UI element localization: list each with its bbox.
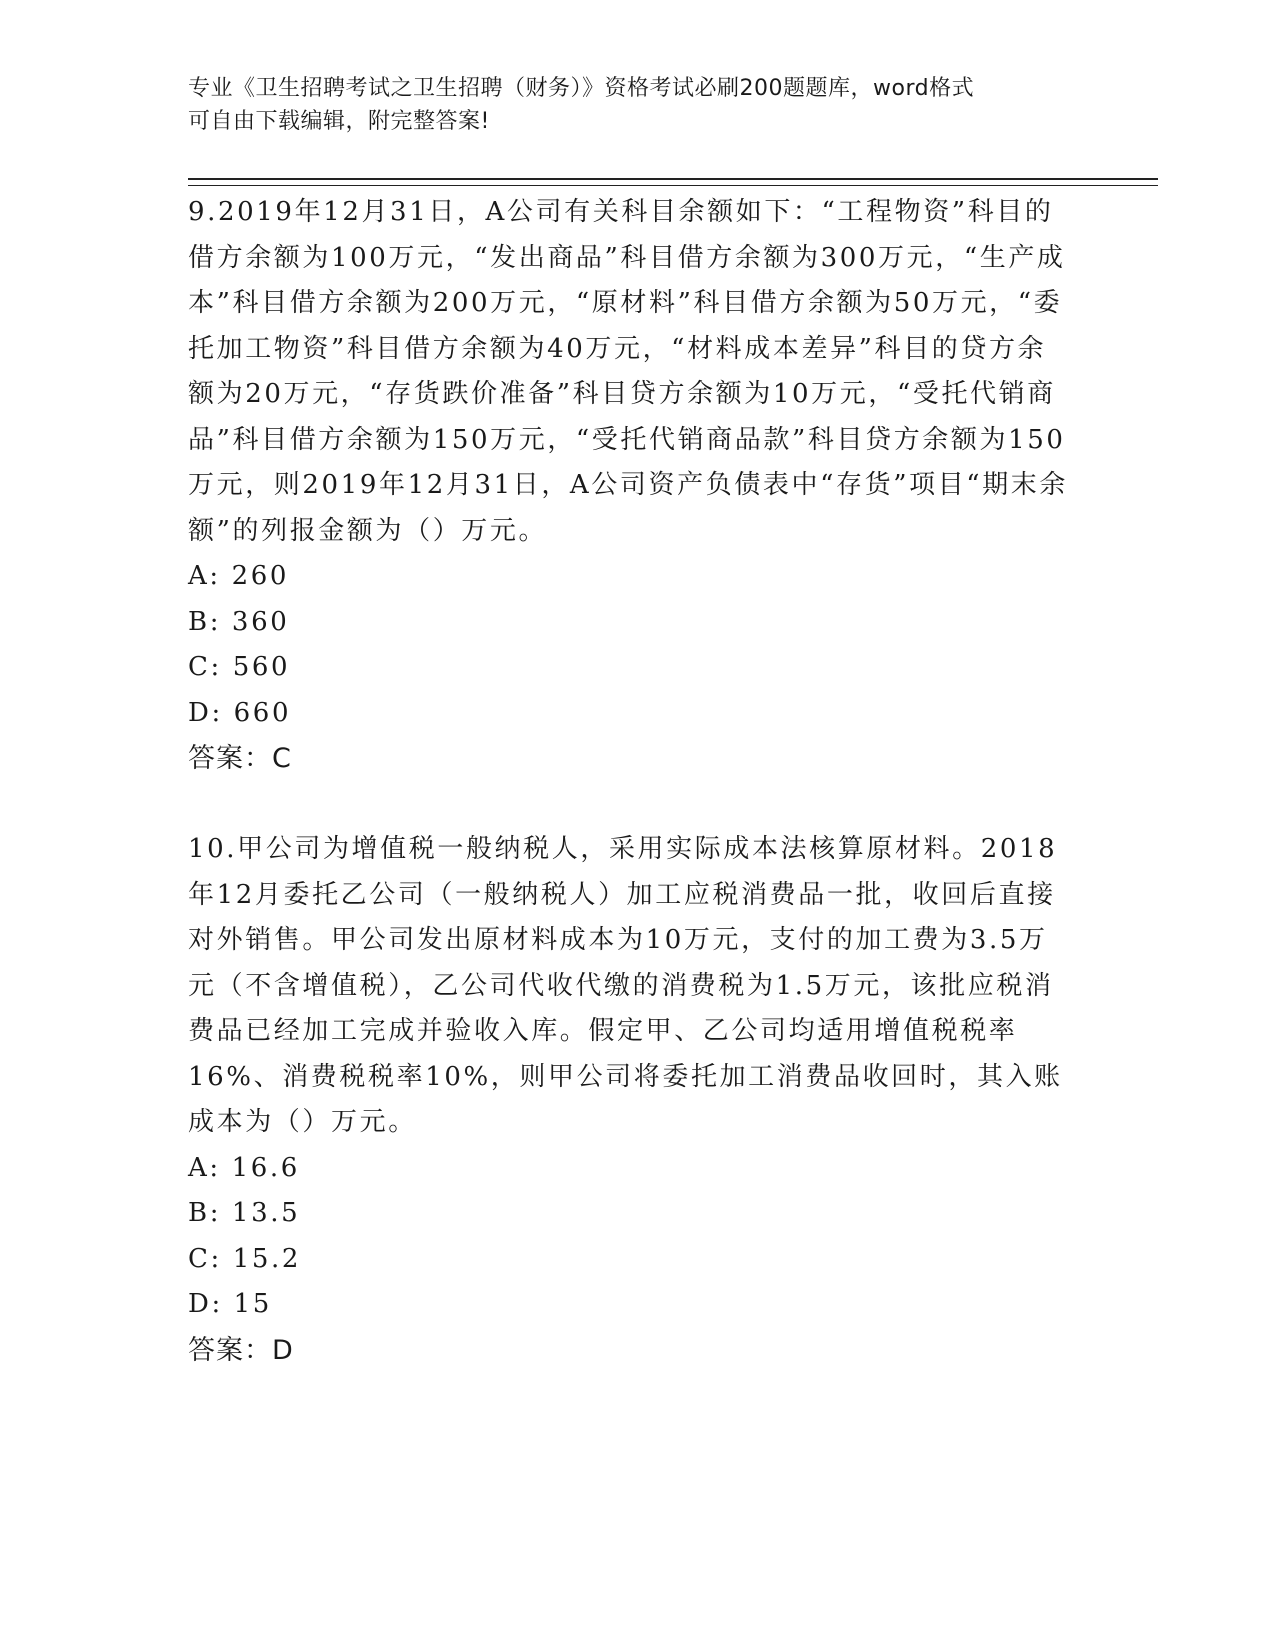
option-d: D: 660 xyxy=(188,697,292,728)
header-title-line-2: 可自由下载编辑，附完整答案! xyxy=(188,109,490,134)
option-c: C: 560 xyxy=(188,652,291,682)
option-a: A: 260 xyxy=(188,561,290,591)
header-divider-thin xyxy=(188,185,1158,186)
header-divider-thick xyxy=(188,178,1158,180)
document-header xyxy=(188,72,1088,138)
question-9 xyxy=(188,190,1068,782)
question-stem: 9.2019年12月31日，A公司有关科目余额如下：“工程物资”科目的借方余额为100万元，“发出商品”科目借方余额为300万元，“生产成本”科目借方余额为200万元，“原材料”科目借方余额为50万元，“委托加工物资”科目借方余额为40万元，“材料成本差异”科目的贷方余额为20万元，“存货跌价准备”科目贷方余额为10万元，“受托代销商品”科目借方余额为150万元，“受托代销商品款”科目贷方余额为150万元，则2019年12月31日，A公司资产负债表中“存货”项目“期末余额”的列报金额为（）万元。 xyxy=(188,197,1068,546)
option-d: D: 15 xyxy=(188,1289,272,1319)
option-b: B: 13.5 xyxy=(188,1198,301,1228)
header-title-line-1: 专业《卫生招聘考试之卫生招聘（财务）》资格考试必刷200题题库，word格式 xyxy=(188,76,975,101)
answer-label: 答案：D xyxy=(188,1334,294,1366)
question-10 xyxy=(188,827,1068,1374)
answer-label: 答案：C xyxy=(188,743,292,774)
option-a: A: 16.6 xyxy=(188,1152,300,1183)
option-c: C: 15.2 xyxy=(188,1243,302,1274)
question-stem: 10.甲公司为增值税一般纳税人，采用实际成本法核算原材料。2018年12月委托乙公司（一般纳税人）加工应税消费品一批，收回后直接对外销售。甲公司发出原材料成本为10万元，支付的加工费为3.5万元（不含增值税），乙公司代收代缴的消费税为1.5万元，该批应税消费品已经加工完成并验收入库。假定甲、乙公司均适用增值税税率16%、消费税税率10%，则甲公司将委托加工消费品收回时，其入账成本为（）万元。 xyxy=(188,834,1063,1137)
option-b: B: 360 xyxy=(188,606,290,637)
